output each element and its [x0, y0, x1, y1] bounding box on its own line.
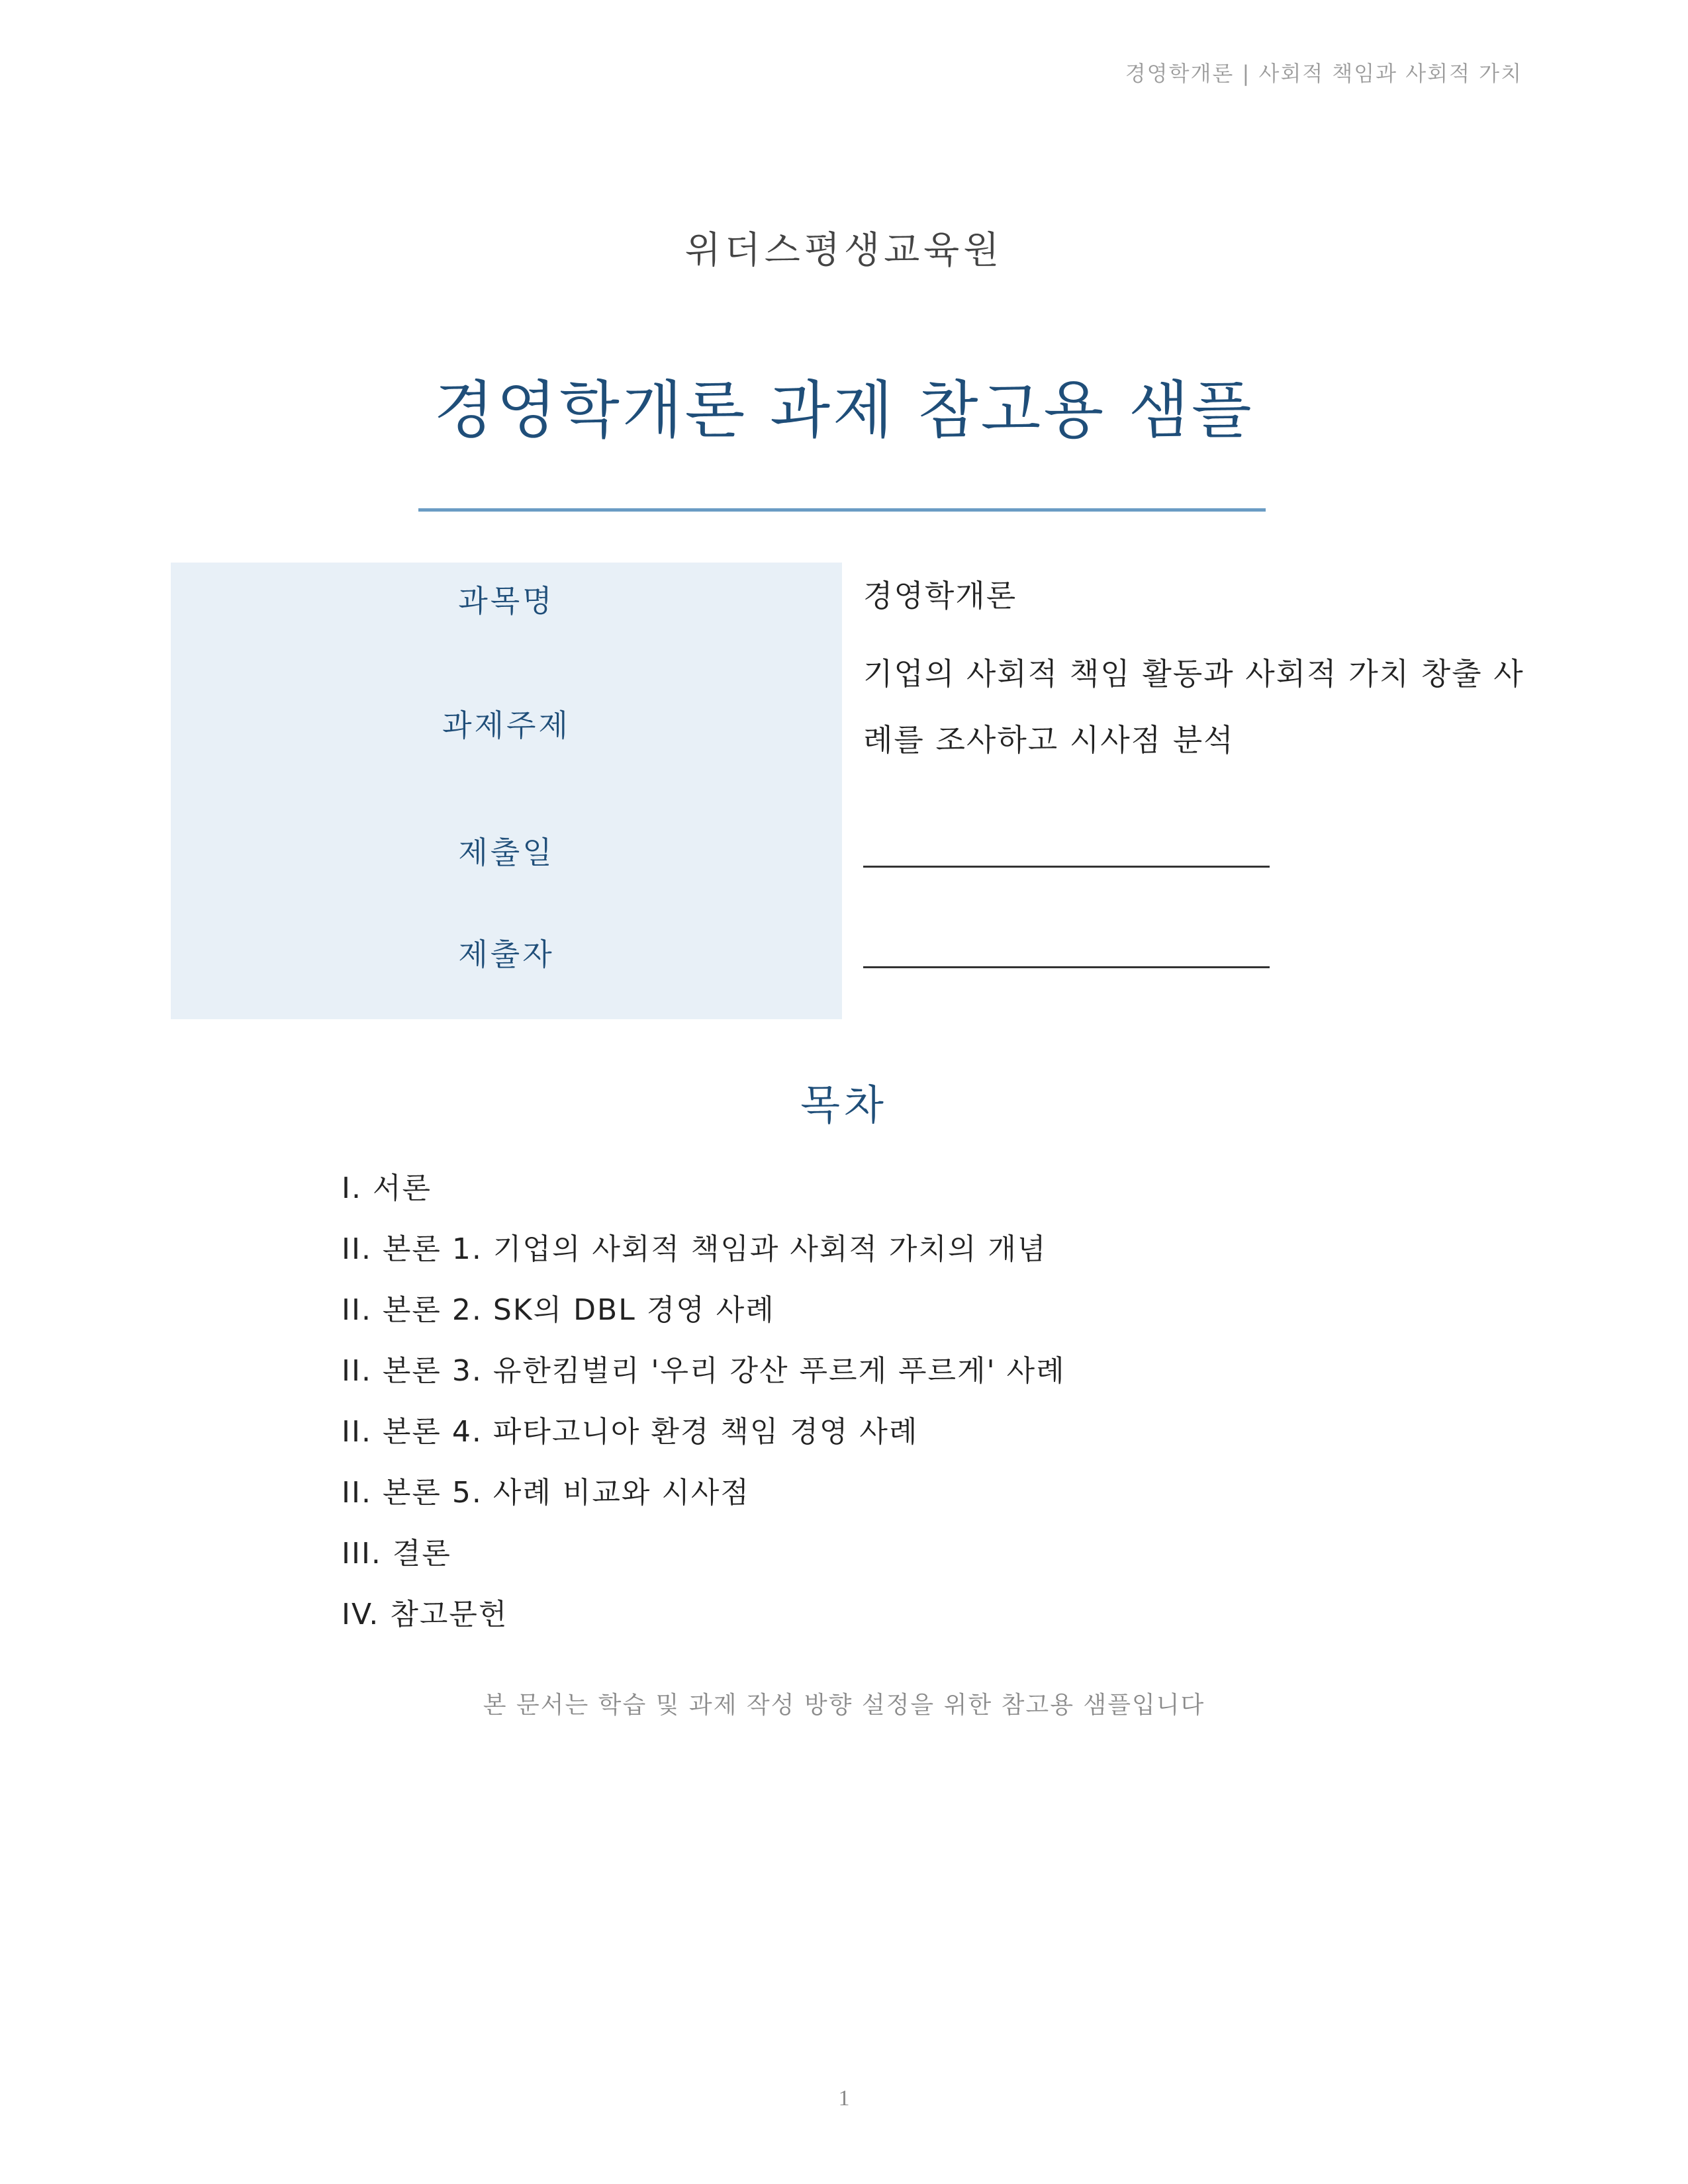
info-label-submitter: 제출자 [458, 936, 555, 972]
institution-name: 위더스평생교육원 [684, 229, 1004, 272]
toc-list [342, 1158, 1401, 1645]
toc-item-body-4: II. 본론 4. 파타고니아 환경 책임 경영 사례 [342, 1415, 919, 1449]
page-number: 1 [838, 2086, 850, 2111]
toc-item-conclusion: III. 결론 [342, 1537, 451, 1570]
toc-item-body-1: II. 본론 1. 기업의 사회적 책임과 사회적 가치의 개념 [342, 1232, 1047, 1266]
footer-note: 본 문서는 학습 및 과제 작성 방향 설정을 위한 참고용 샘플입니다 [483, 1692, 1205, 1719]
running-header: 경영학개론 | 사회적 책임과 사회적 가치 [1125, 61, 1523, 86]
submission-date-blank-line [863, 866, 1270, 868]
title-divider [418, 508, 1266, 512]
toc-item-body-2: II. 본론 2. SK의 DBL 경영 사례 [342, 1293, 775, 1327]
toc-item-body-5: II. 본론 5. 사례 비교와 시사점 [342, 1476, 750, 1510]
toc-item-introduction: I. 서론 [342, 1171, 432, 1205]
toc-title: 목차 [800, 1081, 888, 1129]
info-label-submission-date: 제출일 [458, 835, 555, 870]
document-title: 경영학개론 과제 참고용 샘플 [434, 375, 1254, 447]
info-value-topic: 기업의 사회적 책임 활동과 사회적 가치 창출 사례를 조사하고 시사점 분석 [863, 656, 1524, 758]
toc-item-references: IV. 참고문헌 [342, 1598, 508, 1631]
submitter-blank-line [863, 966, 1270, 968]
info-label-subject: 과목명 [458, 583, 555, 619]
info-value-subject: 경영학개론 [863, 578, 1017, 614]
info-label-topic: 과제주제 [442, 707, 571, 743]
toc-item-body-3: II. 본론 3. 유한킴벌리 '우리 강산 푸르게 푸르게' 사례 [342, 1354, 1066, 1388]
